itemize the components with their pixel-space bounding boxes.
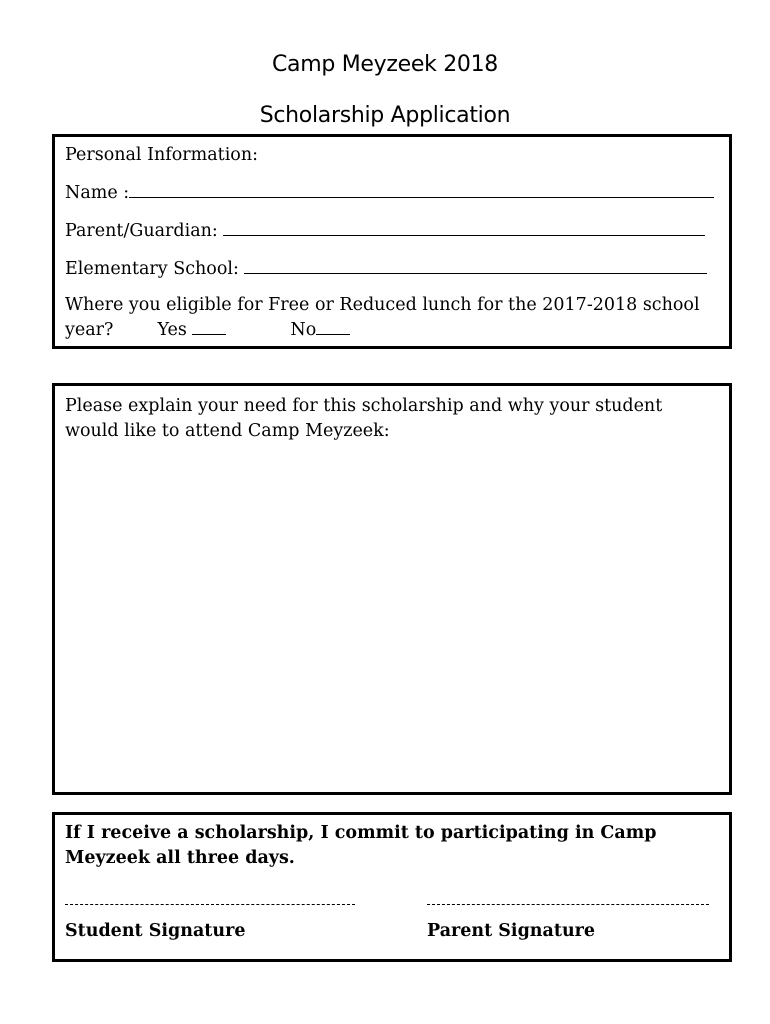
personal-information-heading: Personal Information: (65, 145, 259, 165)
page-subtitle: Scholarship Application (259, 103, 511, 128)
lunch-year-label: year? (65, 320, 114, 340)
commitment-statement: If I receive a scholarship, I commit to participating in Camp Meyzeek all three days. (65, 823, 657, 868)
lunch-answer-row (65, 317, 719, 342)
name-label: Name : (65, 183, 130, 203)
parent-guardian-label: Parent/Guardian: (65, 221, 224, 241)
student-signature-line[interactable] (65, 904, 355, 905)
elementary-school-row (65, 256, 719, 281)
student-signature-label: Student Signature (65, 921, 246, 941)
yes-label: Yes (157, 320, 193, 340)
explanation-prompt: Please explain your need for this scholarship and why your student would like to attend Camp Meyzeek: (65, 396, 663, 441)
personal-information-section (52, 134, 732, 349)
no-field[interactable] (316, 317, 350, 335)
elementary-school-label: Elementary School: (65, 259, 245, 279)
parent-guardian-row (65, 218, 719, 243)
parent-signature-line[interactable] (427, 904, 709, 905)
commitment-section (52, 812, 732, 962)
yes-field[interactable] (192, 317, 226, 335)
name-row (65, 180, 719, 205)
explanation-section[interactable] (52, 383, 732, 795)
page-title: Camp Meyzeek 2018 (271, 52, 498, 77)
parent-signature-label: Parent Signature (427, 921, 596, 941)
parent-guardian-field[interactable] (223, 218, 705, 236)
lunch-question: Where you eligible for Free or Reduced lunch for the 2017-2018 school (65, 295, 700, 315)
name-field[interactable] (129, 180, 714, 198)
no-label: No (290, 320, 317, 340)
elementary-school-field[interactable] (244, 256, 707, 274)
